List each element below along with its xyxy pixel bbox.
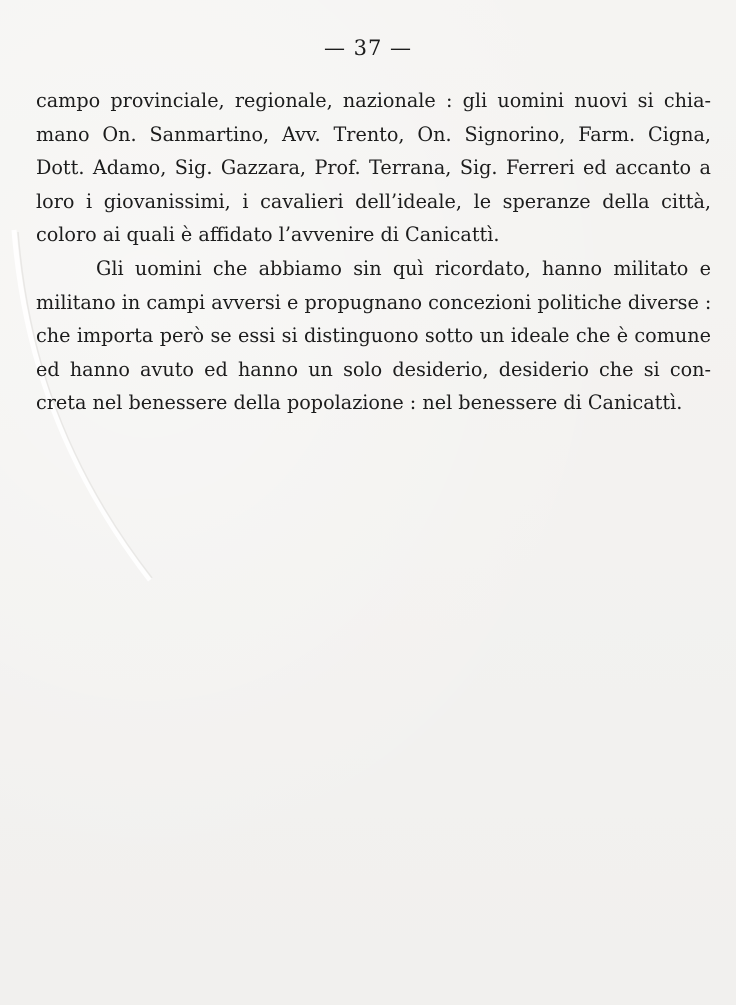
- text-line: creta nel benessere della popolazione : nel benessere di Canicattì.: [36, 391, 683, 415]
- paragraph-2: [36, 252, 711, 420]
- text-line: Dott. Adamo, Sig. Gazzara, Prof. Terrana, Sig. Ferreri ed accanto a: [36, 156, 711, 180]
- text-line: militano in campi avversi e propugnano concezioni politiche diverse :: [36, 290, 712, 314]
- text-line: che importa però se essi si distinguono sotto un ideale che è comune: [36, 324, 711, 348]
- paragraph-1: [36, 84, 711, 252]
- body-text: [36, 84, 711, 420]
- text-line: mano On. Sanmartino, Avv. Trento, On. Signorino, Farm. Cigna,: [36, 122, 711, 146]
- page-number: — 37 —: [323, 36, 413, 60]
- text-line: Gli uomini che abbiamo sin quì ricordato, hanno militato e: [96, 256, 711, 280]
- text-line: campo provinciale, regionale, nazionale : gli uomini nuovi si chia-: [36, 89, 711, 112]
- text-line: ed hanno avuto ed hanno un solo desiderio, desiderio che si con-: [36, 357, 711, 381]
- text-line: coloro ai quali è affidato l’avvenire di Canicattì.: [36, 223, 500, 247]
- text-line: loro i giovanissimi, i cavalieri dell’ideale, le speranze della città,: [36, 189, 711, 213]
